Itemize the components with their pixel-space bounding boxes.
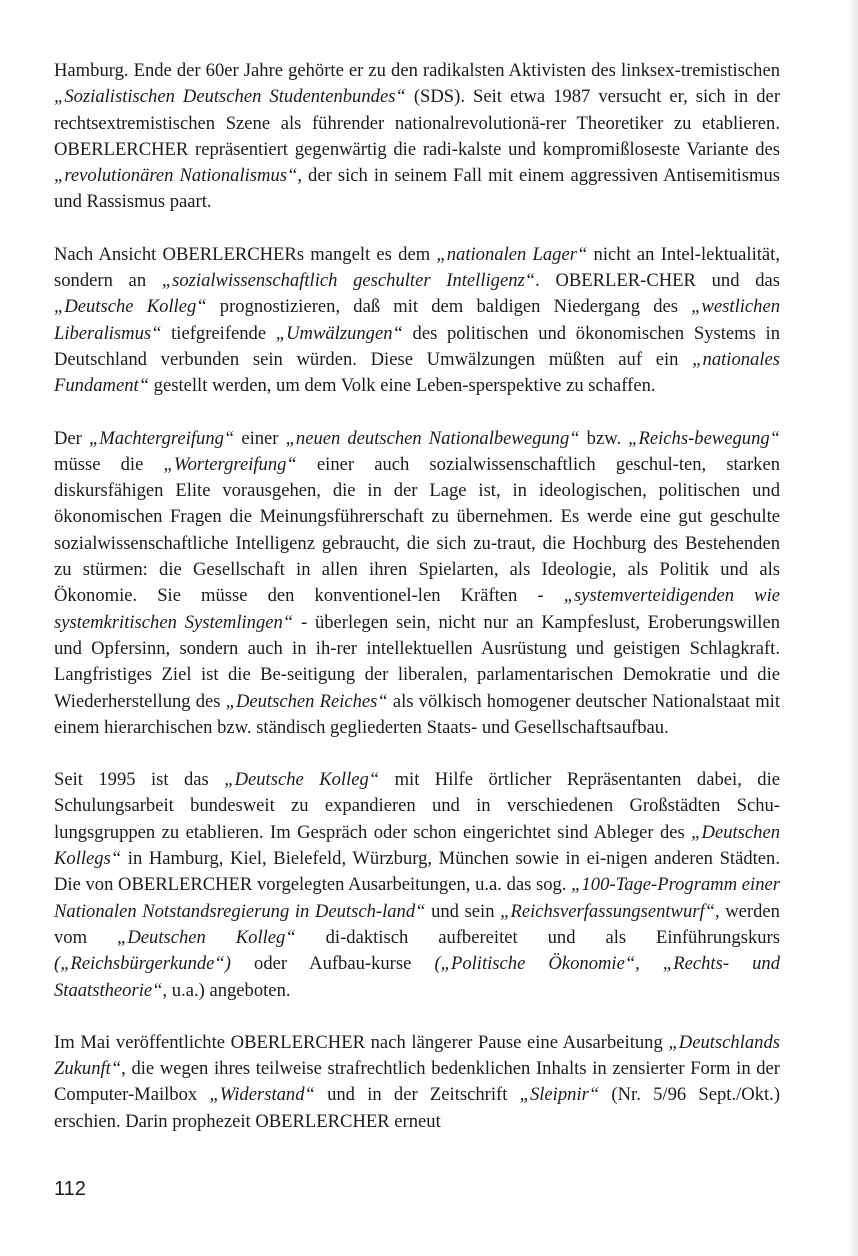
italic-quote: „100-Tage-Programm einer Nationalen Notstandsregierung in Deutsch-land“ xyxy=(54,874,780,922)
italic-quote: „Sleipnir“ xyxy=(519,1084,600,1106)
italic-quote: „westlichen Liberalismus“ xyxy=(54,296,781,344)
text-run: Hamburg. Ende der 60er Jahre gehörte er zu den radikalsten Aktivisten des linksex-tremistischen xyxy=(54,60,780,81)
italic-quote: „nationalen Lager“ xyxy=(436,243,588,265)
text-run: , die wegen ihres teilweise strafrechtlich bedenklichen Inhalts in zensierter Form in der Computer-Mailbox xyxy=(54,1058,780,1106)
text-run: und sein xyxy=(425,900,501,922)
text-run: , der sich in seinem Fall mit einem aggressiven Antisemitismus und Rassismus paart. xyxy=(54,165,780,213)
italic-quote: „Deutsche Kolleg“ xyxy=(224,769,380,791)
italic-quote: („Politische Ökonomie“, „Rechts- und Staatstheorie“ xyxy=(54,953,780,1001)
text-run: oder Aufbau-kurse xyxy=(230,953,435,975)
paragraph xyxy=(54,242,780,400)
text-run: Nach Ansicht OBERLERCHERs mangelt es dem xyxy=(54,243,437,265)
text-run: bzw. xyxy=(579,427,629,449)
italic-quote: „neuen deutschen Nationalbewegung“ xyxy=(285,427,580,449)
text-run: einer xyxy=(234,427,286,449)
page-edge-shadow xyxy=(848,0,858,1256)
page-number: 112 xyxy=(54,1178,86,1200)
text-run: tiefgreifende xyxy=(161,322,276,344)
text-column xyxy=(54,58,780,1135)
text-run: in Hamburg, Kiel, Bielefeld, Würzburg, München sowie in ei-nigen anderen Städten. Die von OBERLERCHER vorgelegten Ausarbeitungen, u.a. das sog. xyxy=(54,848,780,896)
text-run: di-daktisch aufbereitet und als Einführungskurs xyxy=(295,926,780,948)
text-run: gestellt werden, um dem Volk eine Leben-sperspektive zu schaffen. xyxy=(149,375,656,397)
text-run: . OBERLER-CHER und das xyxy=(535,270,781,292)
italic-quote: („Reichsbürgerkunde“) xyxy=(54,953,231,975)
paragraph xyxy=(54,58,780,216)
text-run: - überlegen sein, nicht nur an Kampfeslust, Eroberungswillen und Opfersinn, sondern auch in ih-rer intellektuellen Ausrüstung und geistigen Schlagkraft. Langfristiges Ziel ist die Be-seitigung der liberalen, parlamentarischen Demokratie und die Wiederherstellung des xyxy=(54,611,780,712)
italic-quote: „nationales Fundament“ xyxy=(54,348,780,397)
paragraph xyxy=(54,767,780,1004)
text-run: nicht an Intel-lektualität, sondern an xyxy=(54,243,780,292)
text-run: prognostizieren, daß mit dem baldigen Niedergang des xyxy=(206,296,692,318)
italic-quote: „Machtergreifung“ xyxy=(88,427,235,449)
italic-quote: „Deutschlands Zukunft“ xyxy=(54,1031,780,1080)
text-run: (Nr. 5/96 Sept./Okt.) erschien. Darin prophezeit OBERLERCHER erneut xyxy=(54,1084,781,1132)
text-run: Der xyxy=(54,427,89,449)
italic-quote: „Deutschen Kolleg“ xyxy=(117,926,296,948)
text-run: Im Mai veröffentlichte OBERLERCHER nach längerer Pause eine Ausarbeitung xyxy=(54,1031,669,1053)
text-run: als völkisch homogener deutscher Nationalstaat mit einem hierarchischen bzw. ständisch gegliederten Staats- und Gesellschaftsaufbau. xyxy=(54,690,780,738)
paragraph xyxy=(54,1030,780,1135)
italic-quote: „Wortergreifung“ xyxy=(163,453,297,475)
text-run: Seit 1995 ist das xyxy=(54,769,225,791)
text-run: und in der Zeitschrift xyxy=(314,1084,520,1106)
italic-quote: „Deutschen Reiches“ xyxy=(225,690,388,712)
text-run: , werden vom xyxy=(54,900,780,948)
text-run: mit Hilfe örtlicher Repräsentanten dabei, die Schulungsarbeit bundesweit zu expandieren und in verschiedenen Großstädten Schu-lungsgruppen zu etablieren. Im Gespräch oder schon eingerichtet sind Ableger des xyxy=(54,769,780,843)
italic-quote: „Reichs-bewegung“ xyxy=(628,427,780,449)
italic-quote: „revolutionären Nationalismus“ xyxy=(54,165,298,187)
text-run: , u.a.) angeboten. xyxy=(162,979,291,1001)
text-run: des politischen und ökonomischen Systems in Deutschland verbunden sein würden. Diese Umwälzungen müßten auf ein xyxy=(54,322,780,370)
italic-quote: „systemverteidigenden wie systemkritischen Systemlingen“ xyxy=(54,585,780,633)
text-run: müsse die xyxy=(54,453,164,475)
text-run: einer auch sozialwissenschaftlich geschul-ten, starken diskursfähigen Elite vorausgehen, die in der Lage ist, in ideologischen, politischen und ökonomischen Fragen die Meinungsführerschaft zu übernehmen. Es werde eine gut geschulte sozialwissenschaftliche Intelligenz gebraucht, die sich zu-traut, die Hochburg des Bestehenden zu stürmen: die Gesellschaft in allen ihren Spielarten, als Ideologie, als Politik und als Ökonomie. Sie müsse den konventionel-len Kräften - xyxy=(54,453,781,607)
italic-quote: „Deutschen Kollegs“ xyxy=(54,821,780,870)
italic-quote: „Widerstand“ xyxy=(209,1084,315,1106)
italic-quote: „Sozialistischen Deutschen Studentenbundes“ xyxy=(54,86,406,108)
italic-quote: „Umwälzungen“ xyxy=(275,322,403,344)
italic-quote: „Deutsche Kolleg“ xyxy=(54,296,207,318)
text-run: (SDS). Seit etwa 1987 versucht er, sich in der rechtsextremistischen Szene als führender nationalrevolutionä-rer Theoretiker zu etablieren. OBERLERCHER repräsentiert gegenwärtig die radi-kalste und kompromißloseste Variante des xyxy=(54,86,781,160)
italic-quote: „sozialwissenschaftlich geschulter Intelligenz“ xyxy=(161,270,536,292)
paragraph xyxy=(54,426,780,742)
italic-quote: „Reichsverfassungsentwurf“ xyxy=(500,900,715,922)
